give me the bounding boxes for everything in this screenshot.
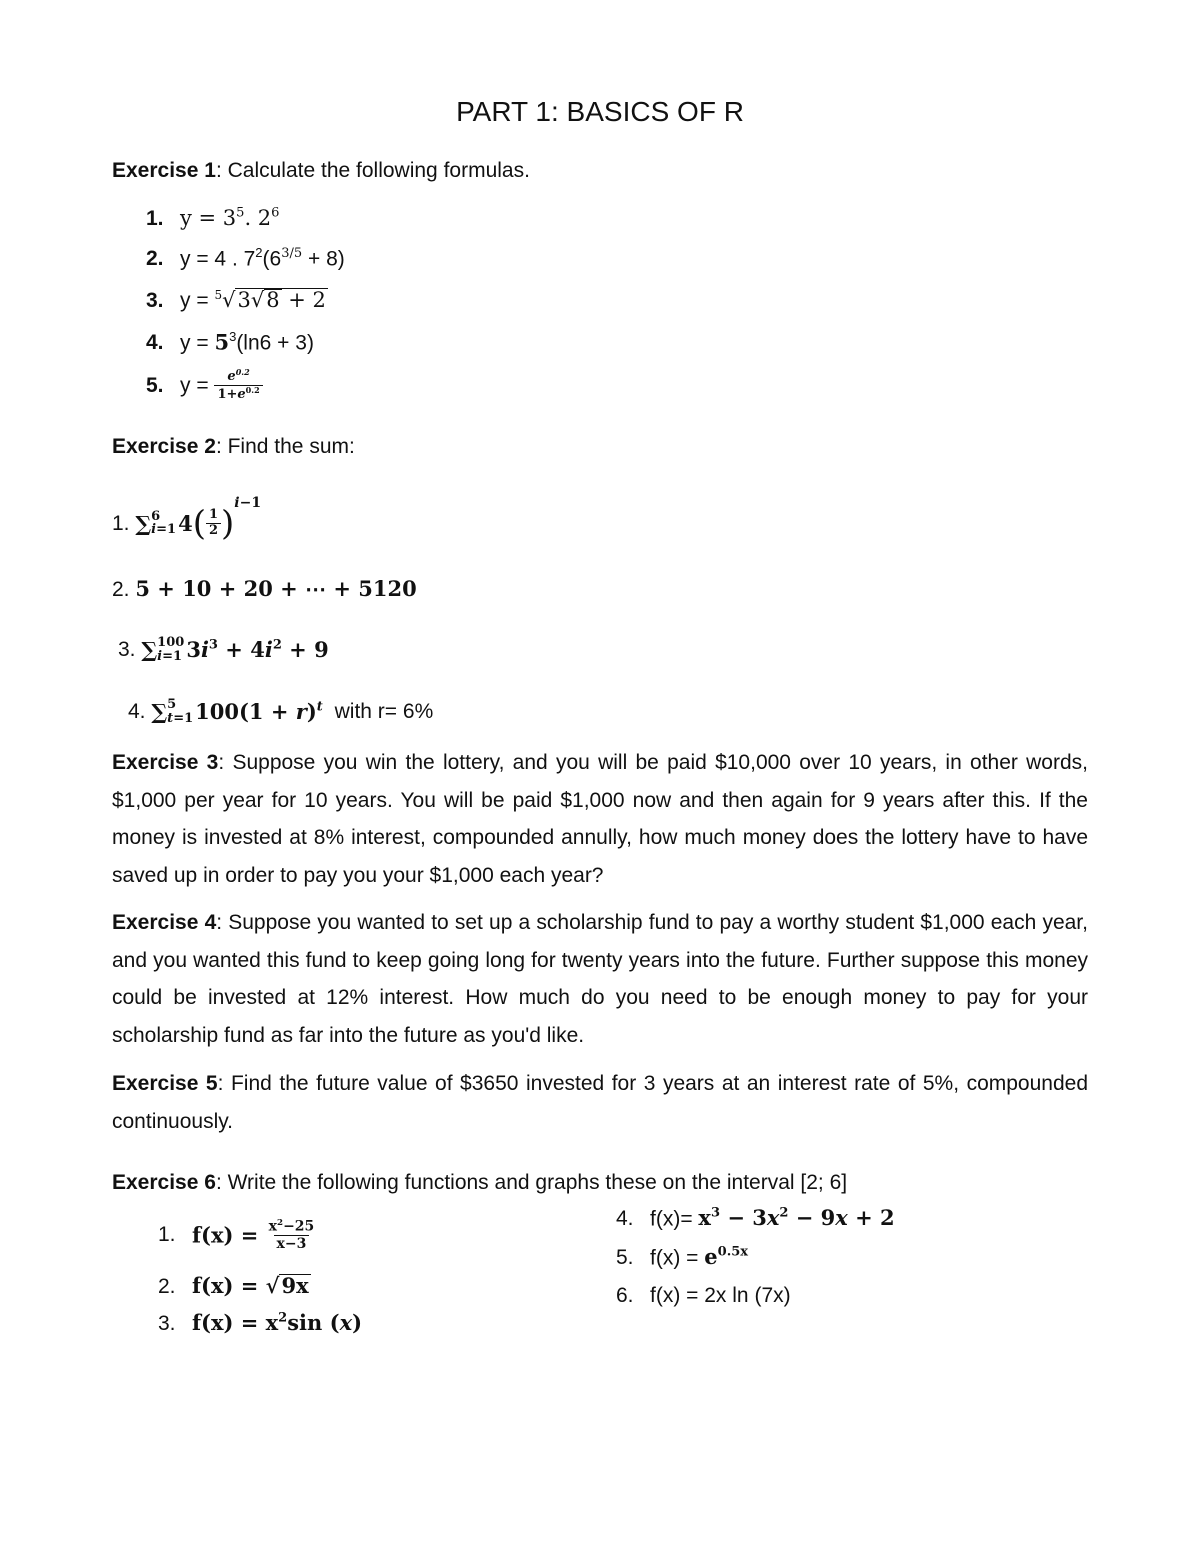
exercise-1-label: Exercise 1 <box>112 159 216 182</box>
ex1-f4-part: (ln6 + 3) <box>236 331 314 355</box>
ex2-sum-3: 3. ∑ 100 i=1 $3i^3 + 4i^2 + 9$ <box>118 635 329 664</box>
exercise-6-heading <box>112 1172 847 1193</box>
exercise-5-text: : Find the future value of $3650 invested for 3 years at an interest rate of 5%, compounded continuously. <box>112 1072 1088 1133</box>
ex6-item-number: 6. <box>616 1284 634 1307</box>
ex6-function-3: 3. $f(x) = x^2\sin$ (x) <box>158 1310 363 1336</box>
ex6-function-5: 5. $f(x) = e^{0.5x}$ <box>616 1244 749 1270</box>
exercise-1-heading <box>112 160 530 181</box>
ex6-f5-part: f(x) = <box>650 1246 705 1270</box>
exercise-4-paragraph <box>112 904 1088 1054</box>
ex1-item-number: 3. <box>146 289 164 312</box>
ex1-f4-part: y = <box>180 331 215 355</box>
ex1-formula-1: 1. $y = 3^5$. $2^6$ <box>146 206 280 231</box>
ex6-item-number: 2. <box>158 1275 176 1298</box>
ex1-item-number: 4. <box>146 331 164 355</box>
ex6-item-number: 1. <box>158 1223 176 1247</box>
ex1-f2-part: (6 <box>262 247 282 271</box>
ex6-function-1: 1. f(x) = $\frac{x^2-25}{x-3}$ <box>158 1218 315 1252</box>
ex1-f2-part: + 8) <box>302 247 345 271</box>
ex1-formula-5: 5. y = $\frac{e^{0.2}}{1+e^{0.2}}$ <box>146 368 263 403</box>
ex1-formula-3: 3. y = $^5$√3√8 + 2 <box>146 288 326 312</box>
ex1-item-number: 1. <box>146 207 164 231</box>
exercise-2-label: Exercise 2 <box>112 435 216 458</box>
exercise-2-text: : Find the sum: <box>215 435 355 458</box>
ex6-item-number: 3. <box>158 1312 176 1336</box>
ex1-f5-part: y = <box>180 374 215 398</box>
exercise-3-text: : Suppose you win the lottery, and you will be paid $10,000 over 10 years, in other words, $1,000 per year for 10 years. You will be paid $1,000 now and then again for 9 years after this. If the money is invested at 8% interest, compounded annully, how much money does the lottery have to have saved up in order to pay you your $1,000 each year? <box>112 751 1088 887</box>
exercise-2-heading <box>112 436 355 457</box>
exercise-5-label: Exercise 5 <box>112 1072 218 1095</box>
exercise-3-paragraph <box>112 744 1088 894</box>
ex6-item-number: 4. <box>616 1207 634 1231</box>
ex6-function-6 <box>616 1285 791 1306</box>
ex2-sum-4: 4. ∑ 5 t=1 $100(1 + r)^t$ with r= 6% <box>128 697 434 726</box>
exercise-6-label: Exercise 6 <box>112 1171 216 1194</box>
exercise-1-text: : Calculate the following formulas. <box>215 159 530 182</box>
exercise-3-label: Exercise 3 <box>112 751 219 774</box>
ex2-item-number: 3. <box>118 638 136 662</box>
ex2-s4-suffix: with r= 6% <box>334 700 434 724</box>
ex1-item-number: 5. <box>146 374 164 398</box>
exercise-4-label: Exercise 4 <box>112 911 217 934</box>
exercise-4-text: : Suppose you wanted to set up a scholarship fund to pay a worthy student $1,000 each year, and you wanted this fund to keep going long for twenty years into the future. Further suppose this money could be invested at 12% interest. How much do you need to be enough money to pay for your scholarship fund as far into the future as you'd like. <box>112 911 1088 1047</box>
ex1-item-number: 2. <box>146 247 164 271</box>
ex6-f6-text: f(x) = 2x ln (7x) <box>650 1284 791 1307</box>
ex1-f2-part: y = 4 . 7 <box>180 247 256 271</box>
ex6-function-4: 4. $f(x)= x^3 - 3x^2 - 9x + 2$ <box>616 1205 895 1231</box>
ex2-item-number: 4. <box>128 700 146 724</box>
ex6-f4-part: f(x)= <box>650 1207 699 1231</box>
ex1-f3-part: y = <box>180 289 215 312</box>
ex6-function-2: 2. f(x) = √9x <box>158 1273 309 1298</box>
ex2-sum-1: 1. ∑ 6 i=1 4( $\frac{1}{2}$ )$^{i-1}$ <box>112 495 262 544</box>
page-title: PART 1: BASICS OF R <box>456 96 744 127</box>
ex2-item-number: 1. <box>112 511 130 535</box>
ex1-formula-2: 2. y = 4 . $7^2(6^{3/5} + 8)$ <box>146 245 345 271</box>
ex6-item-number: 5. <box>616 1246 634 1270</box>
ex2-item-number: 2. <box>112 578 130 601</box>
exercise-5-paragraph <box>112 1065 1088 1140</box>
exercise-6-text: : Write the following functions and graphs these on the interval [2; 6] <box>215 1171 848 1194</box>
ex1-formula-4: 4. $y = 5^3(\ln 6 + 3)$ <box>146 329 314 355</box>
ex2-sum-2: 2. 5 + 10 + 20 + ⋯ + 5120 <box>112 576 417 601</box>
